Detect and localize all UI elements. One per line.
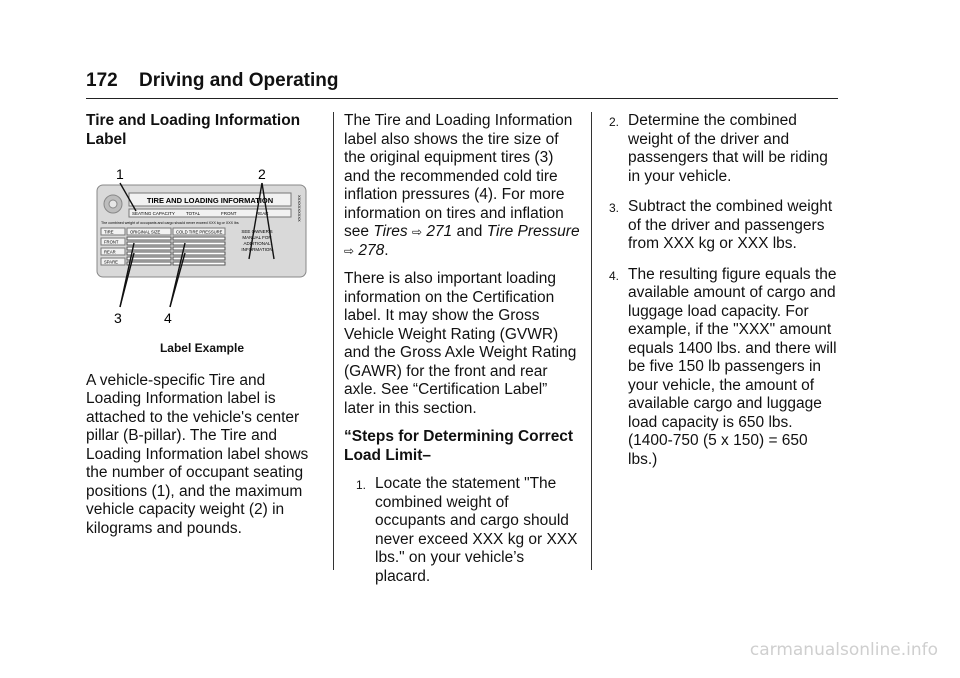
tires-page-ref[interactable]: 271 — [426, 223, 453, 240]
para1-text: The Tire and Loading Information label also shows the tire size of the original equipment tires (3) and the recommended cold tire inflation pressures (4). For more information on tires and inflation see — [344, 112, 573, 240]
row-front: FRONT — [104, 239, 119, 245]
step-text: Determine the combined weight of the driver and passengers that will be riding in your vehicle. — [628, 112, 828, 185]
tire-pressure-page-ref[interactable]: 278 — [358, 241, 385, 259]
step-number: 4. — [609, 268, 620, 283]
col2-para1: The Tire and Loading Information label also shows the tire size of the original equipment tires (3) and the recommended cold tire inflation pressures (4). For more information on tires and inflation see Tires ⇨ 271 and Tire Pressure ⇨ 278. — [344, 112, 580, 259]
steps-list-part1 — [356, 475, 580, 586]
seating-capacity-label: SEATING CAPACITY — [132, 211, 175, 216]
ref-arrow-icon: ⇨ — [411, 225, 422, 239]
col1-body: A vehicle-specific Tire and Loading Information label is attached to the vehicle's center pillar (B-pillar). The Tire and Loading Information label shows the number of occupant seating positions (1), and the maximum vehicle capacity weight (2) in kilograms and pounds. — [86, 371, 309, 537]
see-manual-line4: INFORMATION — [241, 247, 273, 252]
section-title: Driving and Operating — [138, 70, 339, 91]
see-manual-line2: MANUAL FOR — [242, 235, 272, 240]
callout-3: 3 — [114, 310, 122, 326]
step-number: 3. — [609, 201, 620, 215]
step-item — [609, 266, 839, 470]
callout-1: 1 — [116, 166, 124, 182]
header-rule — [86, 98, 838, 99]
row-spare: SPARE — [104, 259, 118, 265]
column-1 — [86, 112, 318, 548]
and-word: and — [456, 223, 483, 240]
column-divider-1 — [333, 112, 334, 570]
callout-2: 2 — [258, 166, 266, 182]
section-heading: Tire and Loading Information Label — [86, 112, 301, 148]
figure-caption: Label Example — [159, 341, 245, 355]
side-code: XXXXXXXXXX — [297, 195, 302, 222]
tire-pressure-link[interactable]: Tire Pressure — [486, 223, 580, 240]
col-cold-pressure: COLD TIRE PRESSURE — [176, 229, 223, 235]
step-item — [356, 475, 580, 586]
step-item — [609, 112, 839, 186]
rear-label: REAR — [256, 211, 269, 216]
see-manual-line1: SEE OWNER'S — [241, 229, 273, 234]
watermark: carmanualsonline.info — [749, 640, 938, 660]
step-number: 2. — [609, 115, 620, 129]
row-rear: REAR — [104, 249, 116, 255]
front-label: FRONT — [221, 211, 237, 216]
label-title: TIRE AND LOADING INFORMATION — [146, 196, 274, 205]
step-text: Subtract the combined weight of the driver and passengers from XXX kg or XXX lbs. — [628, 198, 833, 252]
step-number: 1. — [356, 478, 367, 492]
label-example-figure — [86, 159, 332, 327]
column-2 — [344, 112, 580, 598]
total-label: TOTAL — [186, 211, 201, 216]
col-tire: TIRE — [104, 229, 114, 235]
ref-arrow-icon: ⇨ — [344, 243, 355, 258]
col2-para2: There is also important loading information on the Certification label. It may show the Gross Vehicle Weight Rating (GVWR) and the Gross Axle Weight Rating (GAWR) for the front and rear axle. See “Certification Label” later in this section. — [344, 270, 577, 417]
step-text: The resulting figure equals the available amount of cargo and luggage load capacity. For example, if the "XXX" amount equals 1400 lbs. and there will be five 150 lb passengers in your vehicle, the amount of available cargo and luggage load capacity is 650 lbs. (1400-750 (5 x 150) = 650 lbs.) — [628, 265, 837, 468]
step-text: Locate the statement "The combined weight of occupants and cargo should never exceed XXX kg or XXX lbs." on your vehicle’s placard. — [375, 475, 578, 585]
column-3 — [609, 112, 839, 481]
page-number: 172 — [86, 70, 118, 91]
tire-label-diagram — [86, 159, 332, 327]
step-item — [609, 198, 839, 254]
steps-list-part2 — [609, 112, 839, 469]
see-manual-line3: ADDITIONAL — [243, 241, 271, 246]
steps-heading: “Steps for Determining Correct Load Limit– — [344, 428, 574, 464]
col-original-size: ORIGINAL SIZE — [130, 229, 161, 235]
column-divider-2 — [591, 112, 592, 570]
callout-4: 4 — [164, 310, 172, 326]
combined-weight-statement: The combined weight of occupants and cargo should never exceed XXX kg or XXX lbs — [101, 221, 239, 225]
page-header — [86, 70, 339, 92]
tires-link[interactable]: Tires — [373, 223, 408, 240]
